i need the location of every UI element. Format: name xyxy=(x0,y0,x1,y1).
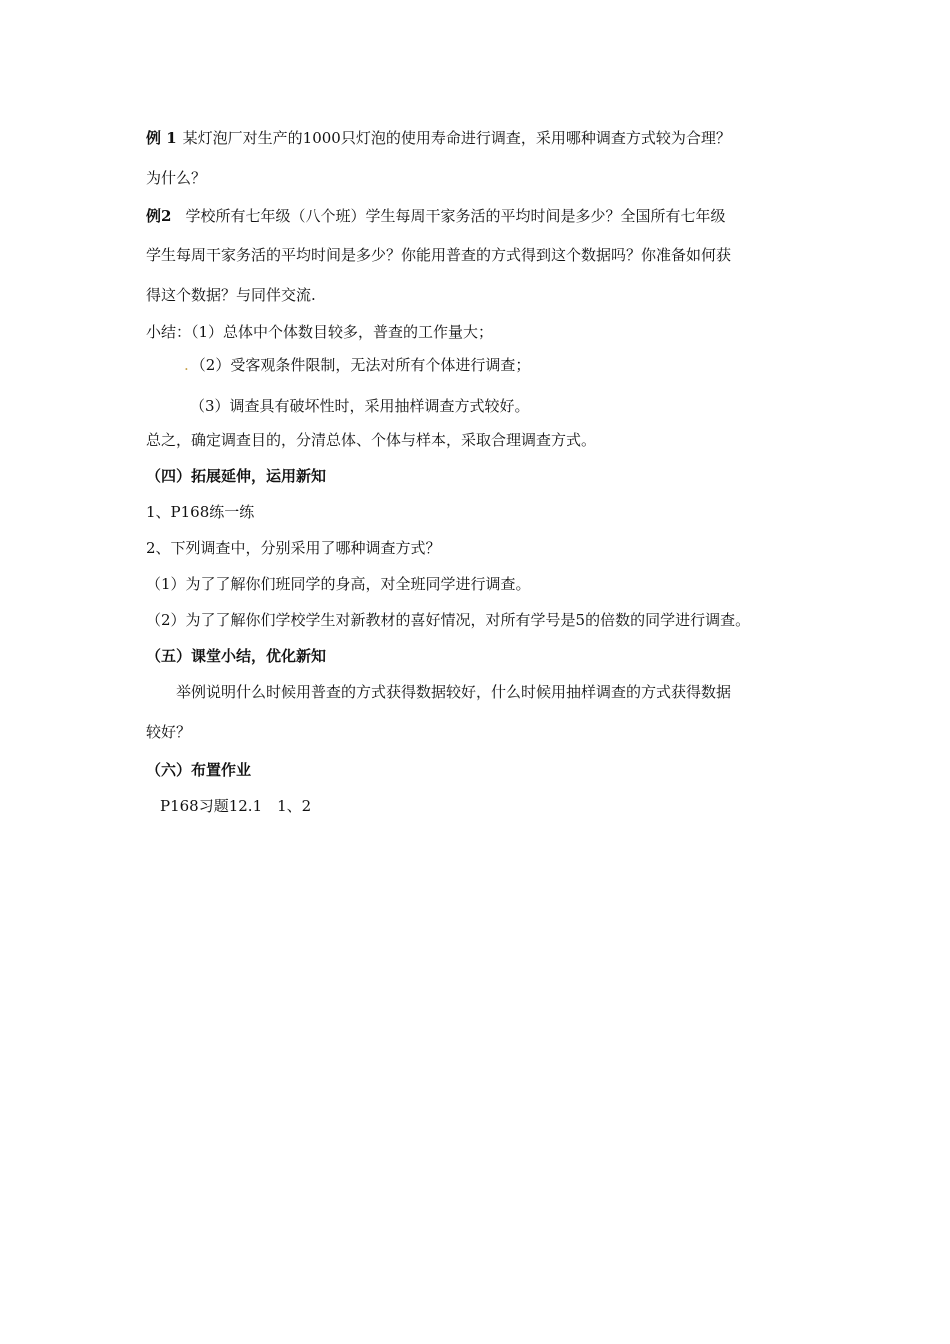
section4-item1: 1、P168练一练 xyxy=(146,503,255,521)
section6-assignment: P168习题12.1 1、2 xyxy=(160,797,312,815)
summary-line2: （2）受客观条件限制，无法对所有个体进行调查； xyxy=(190,356,531,374)
section4-sub2: （2）为了了解你们学校学生对新教材的喜好情况，对所有学号是5的倍数的同学进行调查。 xyxy=(146,611,751,629)
section5-text-line2: 较好？ xyxy=(146,723,192,741)
summary-line3: （3）调查具有破坏性时，采用抽样调查方式较好。 xyxy=(190,397,530,415)
bullet-dot-icon: . xyxy=(184,356,189,374)
example2-line3: 得这个数据？与同伴交流. xyxy=(146,286,316,304)
summary-line2-wrap xyxy=(184,355,530,375)
section6-heading: （六）布置作业 xyxy=(146,761,252,779)
example2-line1 xyxy=(146,206,725,226)
section4-heading: （四）拓展延伸，运用新知 xyxy=(146,467,327,485)
example2-line2: 学生每周干家务活的平均时间是多少？你能用普查的方式得到这个数据吗？你准备如何获 xyxy=(146,246,732,264)
example2-label: 例2 xyxy=(146,207,172,225)
section4-item2: 2、下列调查中，分别采用了哪种调查方式？ xyxy=(146,539,441,557)
summary-conclusion: 总之，确定调查目的，分清总体、个体与样本，采取合理调查方式。 xyxy=(146,431,597,449)
summary-line1: 小结：（1）总体中个体数目较多，普查的工作量大； xyxy=(146,323,494,341)
section5-text-line1: 举例说明什么时候用普查的方式获得数据较好，什么时候用抽样调查的方式获得数据 xyxy=(176,683,732,701)
example1-label: 例 1 xyxy=(146,129,177,147)
section5-heading: （五）课堂小结，优化新知 xyxy=(146,647,327,665)
example2-text: 学校所有七年级（八个班）学生每周干家务活的平均时间是多少？全国所有七年级 xyxy=(185,207,726,225)
example1-line2: 为什么？ xyxy=(146,169,207,187)
example1-line1 xyxy=(146,128,731,148)
section4-sub1: （1）为了了解你们班同学的身高，对全班同学进行调查。 xyxy=(146,575,531,593)
example1-text: 某灯泡厂对生产的1000只灯泡的使用寿命进行调查，采用哪种调查方式较为合理？ xyxy=(182,129,731,147)
